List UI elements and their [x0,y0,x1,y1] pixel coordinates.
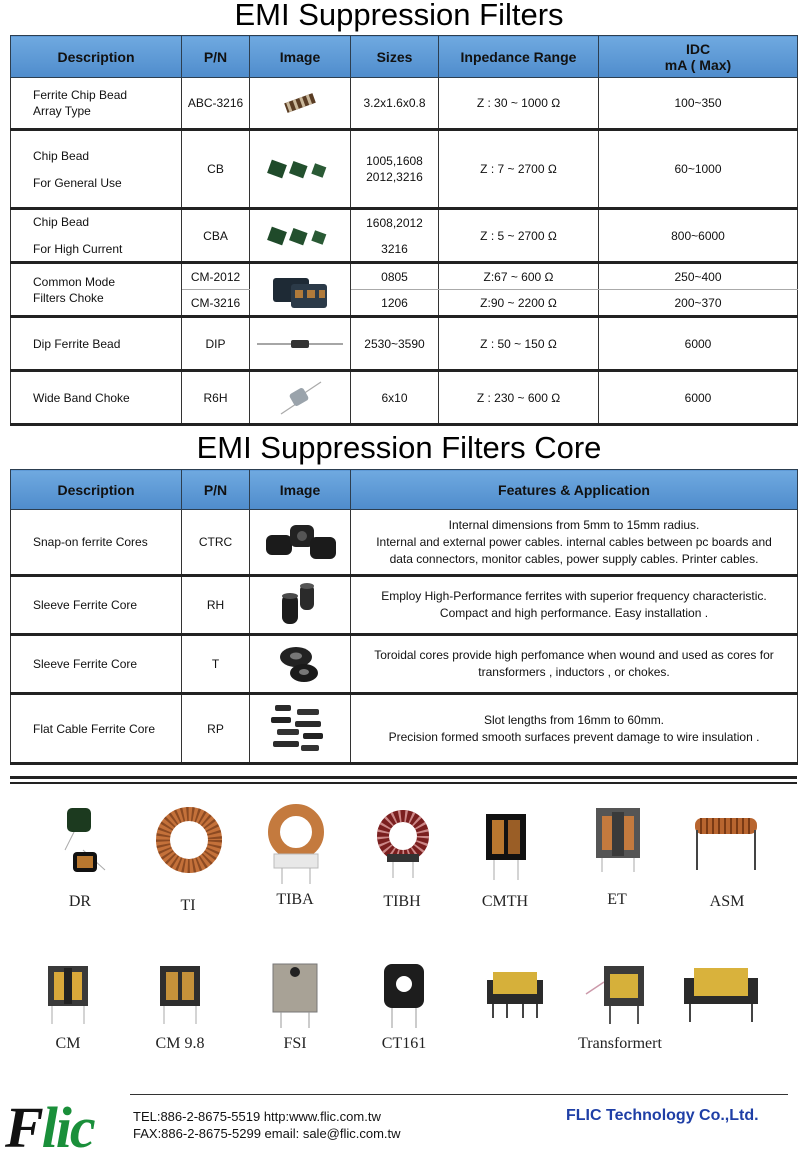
section-title-core: EMI Suppression Filters Core [196,430,602,465]
header-pn: P/N [182,36,250,78]
header-idc-line2: mA ( Max) [664,56,732,73]
size-cell: 1206 [351,290,439,317]
common-mode-choke-icon [267,270,333,310]
gallery-label: ET [607,891,627,908]
pn-cell: R6H [182,371,250,425]
gallery-item-cmth [465,800,545,911]
table-header-row [11,470,798,510]
size-cell: 0805 [351,263,439,290]
gallery-item-tibh [362,802,442,911]
feature-line: Slot lengths from 16mm to 60mm. [483,712,665,727]
feature-line: Precision formed smooth surfaces prevent damage to wire insulation . [388,729,760,744]
header-pn: P/N [182,470,250,510]
table-row [11,510,798,576]
feature-line: Internal and external power cables. internal cables between pc boards and [376,534,772,549]
impedance-cell: Z : 7 ~ 2700 Ω [439,130,599,209]
desc-line: For General Use [33,175,122,190]
cm98-choke-icon [142,958,218,1030]
company-logo [5,1094,94,1161]
tibh-toroid-icon [367,802,437,888]
footer-divider [130,1094,788,1095]
desc-line: Chip Bead [33,215,90,229]
transformer-icon [580,958,660,1030]
ct161-current-transformer-icon [366,958,442,1030]
features-cell [351,694,798,764]
logo-letter: F [5,1095,42,1160]
feature-line: Internal dimensions from 5mm to 15mm radius. [448,517,700,532]
gallery-item-et [577,798,657,909]
pn-cell: ABC-3216 [182,78,250,130]
desc-line: Filters Choke [33,290,104,305]
gallery-item-asm [685,800,769,911]
gallery-label: FSI [283,1035,307,1052]
size-line: 1005,1608 [366,154,423,168]
impedance-cell: Z:67 ~ 600 Ω [439,263,599,290]
desc-line: Ferrite Chip Bead [33,88,128,102]
page-title: EMI Suppression Filters [234,0,564,32]
gallery-item-transformer-a [475,962,555,1031]
header-description: Description [11,36,182,78]
table-row [11,209,798,263]
gallery-item-ti [148,800,228,915]
fax-line: FAX:886-2-8675-5299 email: sale@flic.com.tw [133,1126,401,1141]
gallery-item-cm98 [140,958,220,1053]
feature-line: Compact and high performance. Easy installation . [439,606,709,620]
header-image: Image [250,36,351,78]
wide-band-choke-icon [275,378,325,418]
product-image [250,263,351,317]
gallery-item-tiba [255,798,335,909]
idc-cell: 60~1000 [599,130,798,209]
cm-choke-icon [30,958,106,1030]
gallery-label: TIBA [276,891,314,908]
size-line: 2012,3216 [366,170,423,184]
features-cell [351,635,798,694]
gallery-label: CM 9.8 [155,1035,205,1052]
pn-cell: CBA [182,209,250,263]
section-divider [10,782,797,784]
desc-cell: Flat Cable Ferrite Core [11,694,182,764]
gallery-item-transformer-b [565,958,675,1053]
table-row [11,130,798,209]
header-image: Image [250,470,351,510]
product-image [250,130,351,209]
transformer-icon [676,960,766,1032]
table-row [11,694,798,764]
pn-cell: CB [182,130,250,209]
cmth-choke-icon [470,800,540,888]
impedance-cell: Z : 5 ~ 2700 Ω [439,209,599,263]
product-image [250,371,351,425]
desc-cell: Wide Band Choke [11,371,182,425]
header-idc-line1: IDC [685,40,711,57]
pn-cell: T [182,635,250,694]
gallery-item-dr [40,800,120,911]
product-image [250,510,351,576]
emi-filters-table [10,35,798,426]
gallery-label: CM [55,1035,81,1052]
contact-info [133,1108,401,1142]
logo-text: lic [41,1095,94,1160]
gallery-item-ct161 [364,958,444,1053]
size-line: 3216 [381,241,408,256]
header-sizes: Sizes [351,36,439,78]
pn-cell: DIP [182,317,250,371]
gallery-label: CT161 [381,1035,427,1052]
flat-cable-core-icon [265,701,335,757]
features-cell [351,510,798,576]
pn-cell: CTRC [182,510,250,576]
et-transformer-icon [582,798,652,886]
table-row [11,78,798,130]
table-row [11,263,798,290]
gallery-label: CMTH [481,893,529,910]
toroidal-core-icon [270,641,330,687]
snap-on-core-icon [260,517,340,567]
idc-cell: 100~350 [599,78,798,130]
tel-line: TEL:886-2-8675-5519 http:www.flic.com.tw [133,1109,381,1124]
product-image [250,635,351,694]
idc-cell: 6000 [599,317,798,371]
idc-cell: 6000 [599,371,798,425]
desc-cell [11,209,182,263]
impedance-cell: Z:90 ~ 2200 Ω [439,290,599,317]
gallery-label: Transformert [578,1035,662,1052]
table-row [11,317,798,371]
gallery-item-fsi [255,958,335,1053]
dip-ferrite-bead-icon [255,337,345,351]
product-image [250,317,351,371]
gallery-label: DR [68,893,92,910]
header-impedance: Inpedance Range [439,36,599,78]
section-divider [10,776,797,779]
desc-line: Common Mode [33,274,116,289]
desc-line: Chip Bead [33,148,90,163]
desc-cell: Sleeve Ferrite Core [11,635,182,694]
product-image [250,78,351,130]
tiba-toroid-icon [260,798,330,886]
product-image [250,209,351,263]
gallery-item-transformer-c [676,960,766,1037]
desc-line: For High Current [33,242,123,256]
desc-cell [11,263,182,317]
idc-cell: 250~400 [599,263,798,290]
pn-cell: RH [182,576,250,635]
pn-cell: CM-3216 [182,290,250,317]
table-header-row [11,36,798,78]
desc-cell: Dip Ferrite Bead [11,317,182,371]
desc-cell [11,78,182,130]
transformer-icon [477,962,553,1026]
chip-bead-icon [265,154,335,184]
fsi-shielded-icon [257,958,333,1030]
table-row [11,371,798,425]
desc-line: Array Type [33,104,91,118]
feature-line: Toroidal cores provide high perfomance when wound and used as cores for [374,648,774,662]
feature-line: Employ High-Performance ferrites with superior frequency characteristic. [381,589,767,603]
size-cell: 6x10 [351,371,439,425]
desc-cell: Sleeve Ferrite Core [11,576,182,635]
size-cell [351,209,439,263]
chip-bead-high-current-icon [265,221,335,251]
impedance-cell: Z : 30 ~ 1000 Ω [439,78,599,130]
features-cell [351,576,798,635]
table-row [11,635,798,694]
size-cell: 2530~3590 [351,317,439,371]
impedance-cell: Z : 50 ~ 150 Ω [439,317,599,371]
feature-line: data connectors, monitor cables, power supply cables. Printer cables. [389,551,759,566]
impedance-cell: Z : 230 ~ 600 Ω [439,371,599,425]
asm-rod-inductor-icon [685,800,769,888]
gallery-label: ASM [709,893,745,910]
product-image [250,694,351,764]
sleeve-core-icon [270,580,330,630]
header-description: Description [11,470,182,510]
header-idc [599,36,798,78]
header-features: Features & Application [351,470,798,510]
pn-cell: CM-2012 [182,263,250,290]
size-cell: 3.2x1.6x0.8 [351,78,439,130]
desc-cell [11,130,182,209]
emi-core-table [10,469,798,765]
size-line: 1608,2012 [366,215,423,230]
desc-cell: Snap-on ferrite Cores [11,510,182,576]
dr-inductor-icon [45,800,115,888]
company-name: FLIC Technology Co.,Ltd. [566,1107,759,1124]
product-image [250,576,351,635]
pn-cell: RP [182,694,250,764]
gallery-label: TIBH [383,893,421,910]
table-row [11,576,798,635]
chip-bead-array-icon [282,92,318,114]
gallery-label: TI [180,897,196,914]
idc-cell: 800~6000 [599,209,798,263]
feature-line: transformers , inductors , or chokes. [478,665,670,679]
gallery-item-cm [28,958,108,1053]
size-cell [351,130,439,209]
idc-cell: 200~370 [599,290,798,317]
ti-toroid-icon [153,800,223,892]
